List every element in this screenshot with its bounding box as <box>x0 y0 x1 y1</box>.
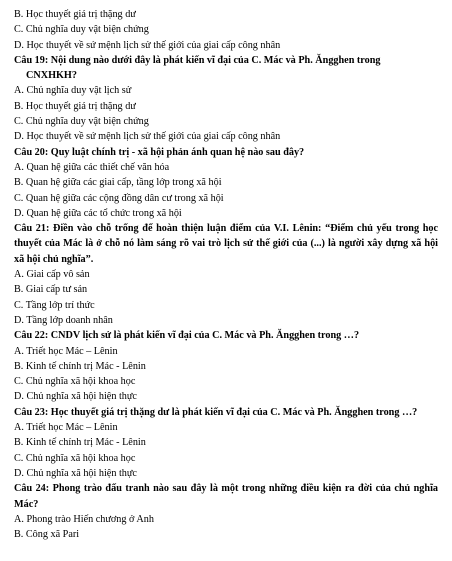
option-text: A. Chủ nghĩa duy vật lịch sử <box>14 85 132 97</box>
option-text: C. Chủ nghĩa duy vật biện chứng <box>14 116 149 128</box>
question-24: Câu 24: Phong trào đấu tranh nào sau đây là một trong những điều kiện ra đời của chủ nghĩa Mác? <box>14 483 438 510</box>
question-23: Câu 23: Học thuyết giá trị thặng dư là phát kiến vĩ đại của C. Mác và Ph. Ăngghen trong …? <box>14 406 418 418</box>
option-text: A. Phong trào Hiến chương ở Anh <box>14 513 154 525</box>
option-text: B. Quan hệ giữa các giai cấp, tầng lớp trong xã hội <box>14 177 222 189</box>
option-text: C. Chủ nghĩa duy vật biện chứng <box>14 24 149 36</box>
question-21: Câu 21: Điền vào chỗ trống để hoàn thiện luận điểm của V.I. Lênin: “Điểm chủ yếu trong học thuyết của Mác là ở chỗ nó làm sáng rõ vai trò lịch sử thế giới của (...) là người xây dựng xã hội xã hội chủ nghĩa”. <box>14 223 438 265</box>
option-text: D. Chủ nghĩa xã hội hiện thực <box>14 391 137 403</box>
question-19-continuation: CNXHKH? <box>26 70 77 82</box>
option-text: B. Giai cấp tư sản <box>14 284 88 296</box>
option-text: D. Chủ nghĩa xã hội hiện thực <box>14 467 137 479</box>
option-text: B. Công xã Pari <box>14 529 80 541</box>
option-text: C. Tầng lớp trí thức <box>14 299 95 311</box>
option-text: B. Kinh tế chính trị Mác - Lênin <box>14 360 146 372</box>
option-text: C. Quan hệ giữa các cộng đồng dân cư trong xã hội <box>14 192 224 204</box>
option-text: B. Kinh tế chính trị Mác - Lênin <box>14 437 146 449</box>
question-20: Câu 20: Quy luật chính trị - xã hội phản ánh quan hệ nào sau đây? <box>14 146 305 158</box>
option-text: A. Giai cấp vô sản <box>14 269 90 281</box>
option-text: A. Triết học Mác – Lênin <box>14 345 118 357</box>
option-text: C. Chủ nghĩa xã hội khoa học <box>14 376 136 388</box>
option-text: A. Quan hệ giữa các thiết chế văn hóa <box>14 161 170 173</box>
option-text: D. Học thuyết về sứ mệnh lịch sử thế giới của giai cấp công nhân <box>14 39 281 51</box>
question-19: Câu 19: Nội dung nào dưới đây là phát kiến vĩ đại của C. Mác và Ph. Ăngghen trong <box>14 54 381 66</box>
option-text: B. Học thuyết giá trị thặng dư <box>14 9 136 20</box>
option-text: C. Chủ nghĩa xã hội khoa học <box>14 452 136 464</box>
option-text: D. Quan hệ giữa các tổ chức trong xã hội <box>14 207 182 219</box>
option-text: A. Triết học Mác – Lênin <box>14 422 118 434</box>
question-22: Câu 22: CNDV lịch sử là phát kiến vĩ đại của C. Mác và Ph. Ăngghen trong …? <box>14 330 360 342</box>
option-text: D. Tầng lớp doanh nhân <box>14 314 113 326</box>
option-text: B. Học thuyết giá trị thặng dư <box>14 100 136 112</box>
option-text: D. Học thuyết về sứ mệnh lịch sử thế giới của giai cấp công nhân <box>14 131 281 143</box>
